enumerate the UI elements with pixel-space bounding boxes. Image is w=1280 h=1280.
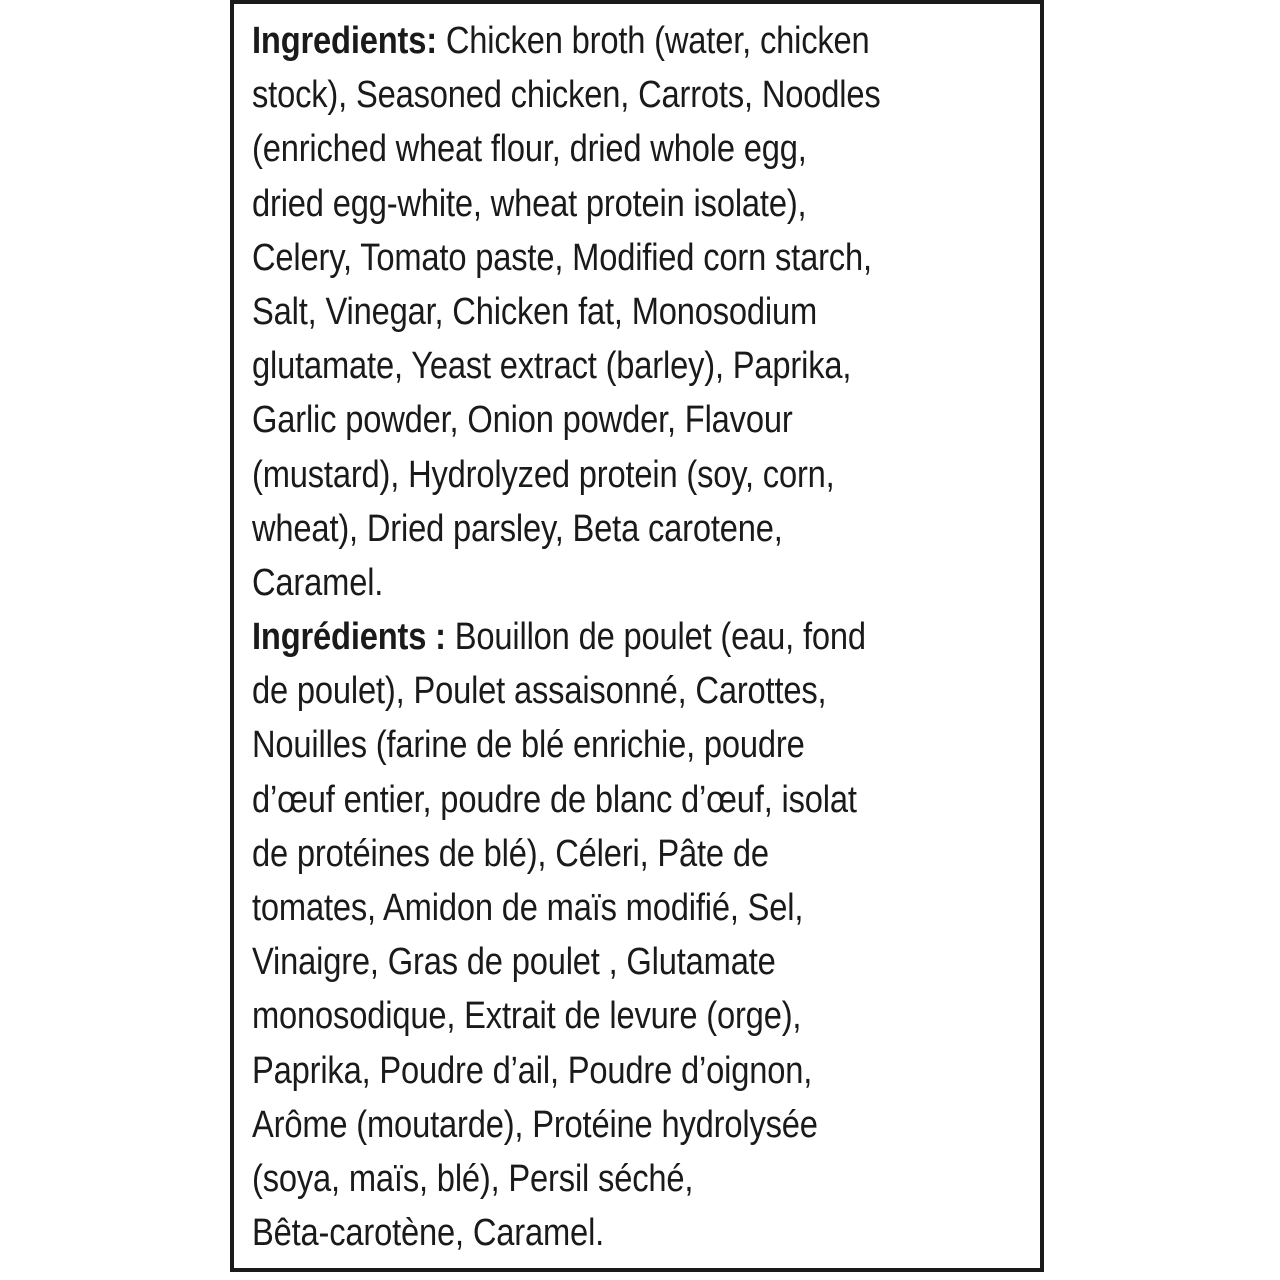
english-line-6: glutamate, Yeast extract (barley), Paprika,	[252, 345, 852, 388]
ingredients-text	[252, 14, 931, 1260]
english-line-4: Celery, Tomato paste, Modified corn starch,	[252, 236, 872, 279]
french-line-2: Nouilles (farine de blé enrichie, poudre	[252, 724, 805, 767]
french-line-9: Arôme (moutarde), Protéine hydrolysée	[252, 1103, 818, 1146]
french-line-5: tomates, Amidon de maïs modifié, Sel,	[252, 887, 804, 929]
french-line-4: de protéines de blé), Céleri, Pâte de	[252, 832, 769, 875]
english-heading: Ingredients:	[252, 20, 437, 62]
french-line-6: Vinaigre, Gras de poulet , Glutamate	[252, 941, 776, 984]
english-line-9: wheat), Dried parsley, Beta carotene,	[252, 507, 783, 550]
english-first-line	[252, 14, 931, 68]
english-line-7: Garlic powder, Onion powder, Flavour	[252, 399, 793, 442]
english-line-1: stock), Seasoned chicken, Carrots, Noodles	[252, 74, 881, 117]
french-line-7: monosodique, Extrait de levure (orge),	[252, 995, 802, 1038]
french-line-10: (soya, maïs, blé), Persil séché,	[252, 1157, 694, 1200]
english-line-0: Chicken broth (water, chicken	[436, 20, 870, 62]
french-line-3: d’œuf entier, poudre de blanc d’œuf, isolat	[252, 778, 857, 821]
french-line-1: de poulet), Poulet assaisonné, Carottes,	[252, 670, 827, 713]
english-line-3: dried egg-white, wheat protein isolate),	[252, 182, 807, 225]
french-line-11: Bêta-carotène, Caramel.	[252, 1212, 605, 1255]
english-line-2: (enriched wheat flour, dried whole egg,	[252, 128, 807, 171]
french-line-8: Paprika, Poudre d’ail, Poudre d’oignon,	[252, 1049, 813, 1092]
french-first-line	[252, 610, 931, 664]
french-line-0: Bouillon de poulet (eau, fond	[445, 616, 866, 659]
english-line-10: Caramel.	[252, 561, 384, 604]
french-heading: Ingrédients :	[252, 616, 446, 659]
english-line-5: Salt, Vinegar, Chicken fat, Monosodium	[252, 290, 818, 333]
english-line-8: (mustard), Hydrolyzed protein (soy, corn,	[252, 453, 835, 496]
